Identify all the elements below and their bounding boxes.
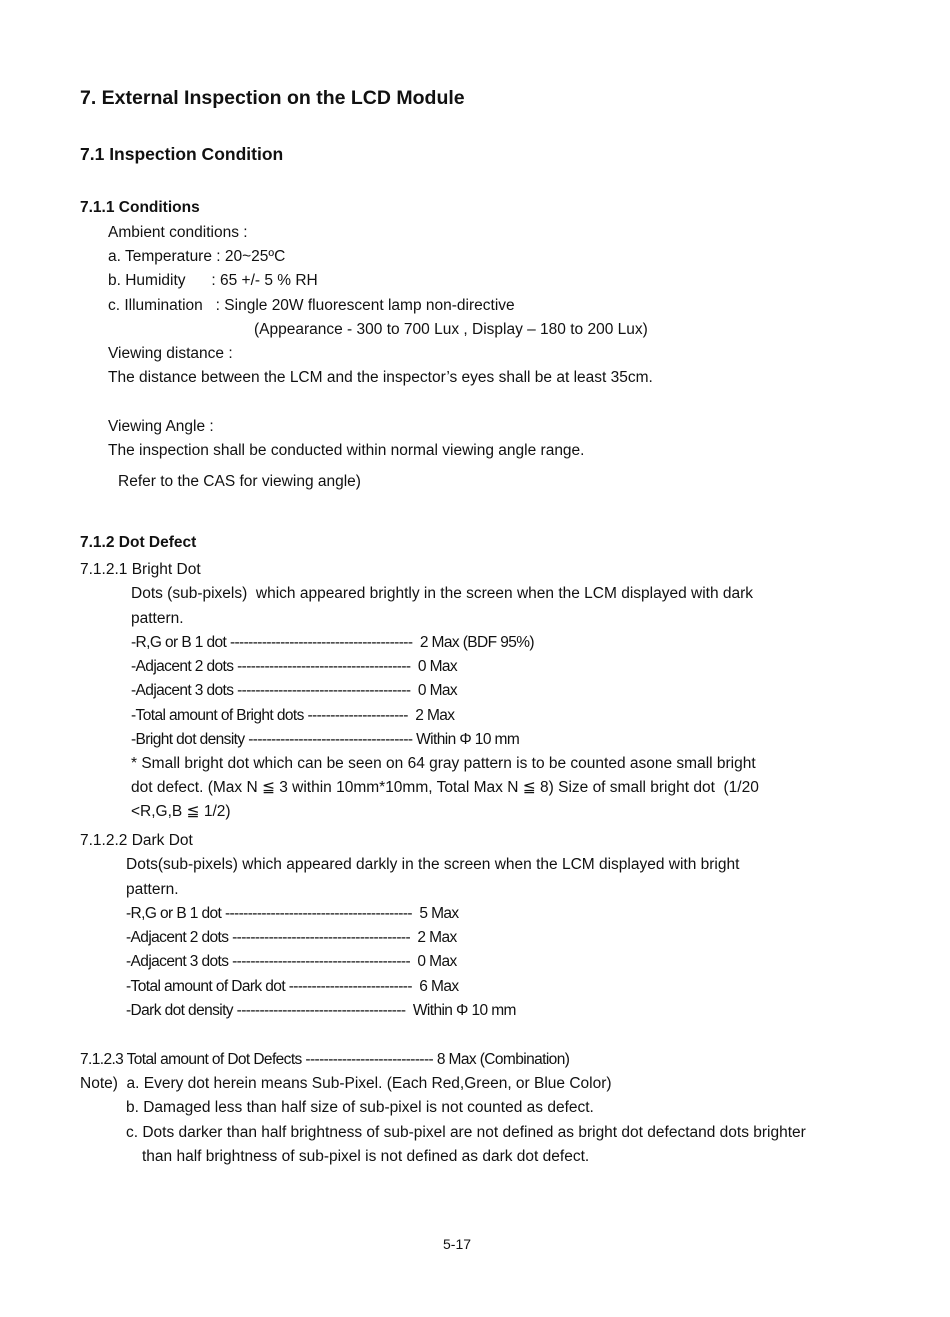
dark-dot-item: -Adjacent 3 dots --------------------------------------- 0 Max [126, 953, 457, 970]
dark-dot-item: -R,G or B 1 dot ----------------------------------------- 5 Max [126, 905, 459, 922]
note-c-cont: than half brightness of sub-pixel is not defined as dark dot defect. [142, 1148, 590, 1165]
note-b: b. Damaged less than half size of sub-pixel is not counted as defect. [126, 1099, 594, 1116]
ambient-label: Ambient conditions : [108, 224, 248, 241]
humidity-line: b. Humidity : 65 +/- 5 % RH [108, 272, 318, 289]
bright-dot-item: -Adjacent 3 dots -------------------------------------- 0 Max [131, 682, 458, 699]
viewing-distance-text: The distance between the LCM and the inspector’s eyes shall be at least 35cm. [108, 369, 653, 386]
dark-dot-heading: 7.1.2.2 Dark Dot [80, 832, 193, 849]
bright-dot-heading: 7.1.2.1 Bright Dot [80, 561, 201, 578]
dark-dot-item: -Total amount of Dark dot --------------------------- 6 Max [126, 978, 459, 995]
bright-dot-item: -Bright dot density ------------------------------------ Within Φ 10 mm [131, 731, 520, 748]
section-title: 7. External Inspection on the LCD Module [80, 87, 465, 109]
bright-dot-item: -Total amount of Bright dots ---------------------- 2 Max [131, 707, 455, 724]
viewing-angle-text: The inspection shall be conducted within normal viewing angle range. [108, 442, 585, 459]
viewing-distance-label: Viewing distance : [108, 345, 233, 362]
illumination-detail: (Appearance - 300 to 700 Lux , Display – 180 to 200 Lux) [254, 321, 648, 338]
bright-dot-desc-cont: pattern. [131, 610, 184, 627]
bright-dot-note-end: <R,G,B ≦ 1/2) [131, 803, 231, 820]
temperature-line: a. Temperature : 20~25ºC [108, 248, 286, 265]
dark-dot-item: -Adjacent 2 dots --------------------------------------- 2 Max [126, 929, 457, 946]
section-7-1-1-heading: 7.1.1 Conditions [80, 199, 200, 216]
bright-dot-note: * Small bright dot which can be seen on 64 gray pattern is to be counted asone small bright [131, 755, 756, 772]
total-dot-defects: 7.1.2.3 Total amount of Dot Defects ---------------------------- 8 Max (Combination) [80, 1051, 570, 1068]
dark-dot-desc-cont: pattern. [126, 881, 179, 898]
page-number: 5-17 [443, 1236, 472, 1252]
bright-dot-note-cont: dot defect. (Max N ≦ 3 within 10mm*10mm, Total Max N ≦ 8) Size of small bright dot (1/20 [131, 779, 759, 796]
section-7-1-heading: 7.1 Inspection Condition [80, 144, 284, 164]
bright-dot-desc: Dots (sub-pixels) which appeared brightly in the screen when the LCM displayed with dark [131, 585, 754, 602]
viewing-angle-label: Viewing Angle : [108, 418, 214, 435]
dark-dot-desc: Dots(sub-pixels) which appeared darkly in the screen when the LCM displayed with bright [126, 856, 740, 873]
bright-dot-item: -R,G or B 1 dot ---------------------------------------- 2 Max (BDF 95%) [131, 634, 534, 651]
dark-dot-item: -Dark dot density ------------------------------------- Within Φ 10 mm [126, 1002, 516, 1019]
bright-dot-item: -Adjacent 2 dots -------------------------------------- 0 Max [131, 658, 458, 675]
note-c: c. Dots darker than half brightness of sub-pixel are not defined as bright dot defectand dots brighter [126, 1124, 806, 1141]
section-7-1-2-heading: 7.1.2 Dot Defect [80, 534, 197, 551]
viewing-angle-ref: Refer to the CAS for viewing angle) [118, 473, 361, 490]
note-a: Note) a. Every dot herein means Sub-Pixel. (Each Red,Green, or Blue Color) [80, 1075, 612, 1092]
illumination-line: c. Illumination : Single 20W fluorescent lamp non-directive [108, 297, 515, 314]
